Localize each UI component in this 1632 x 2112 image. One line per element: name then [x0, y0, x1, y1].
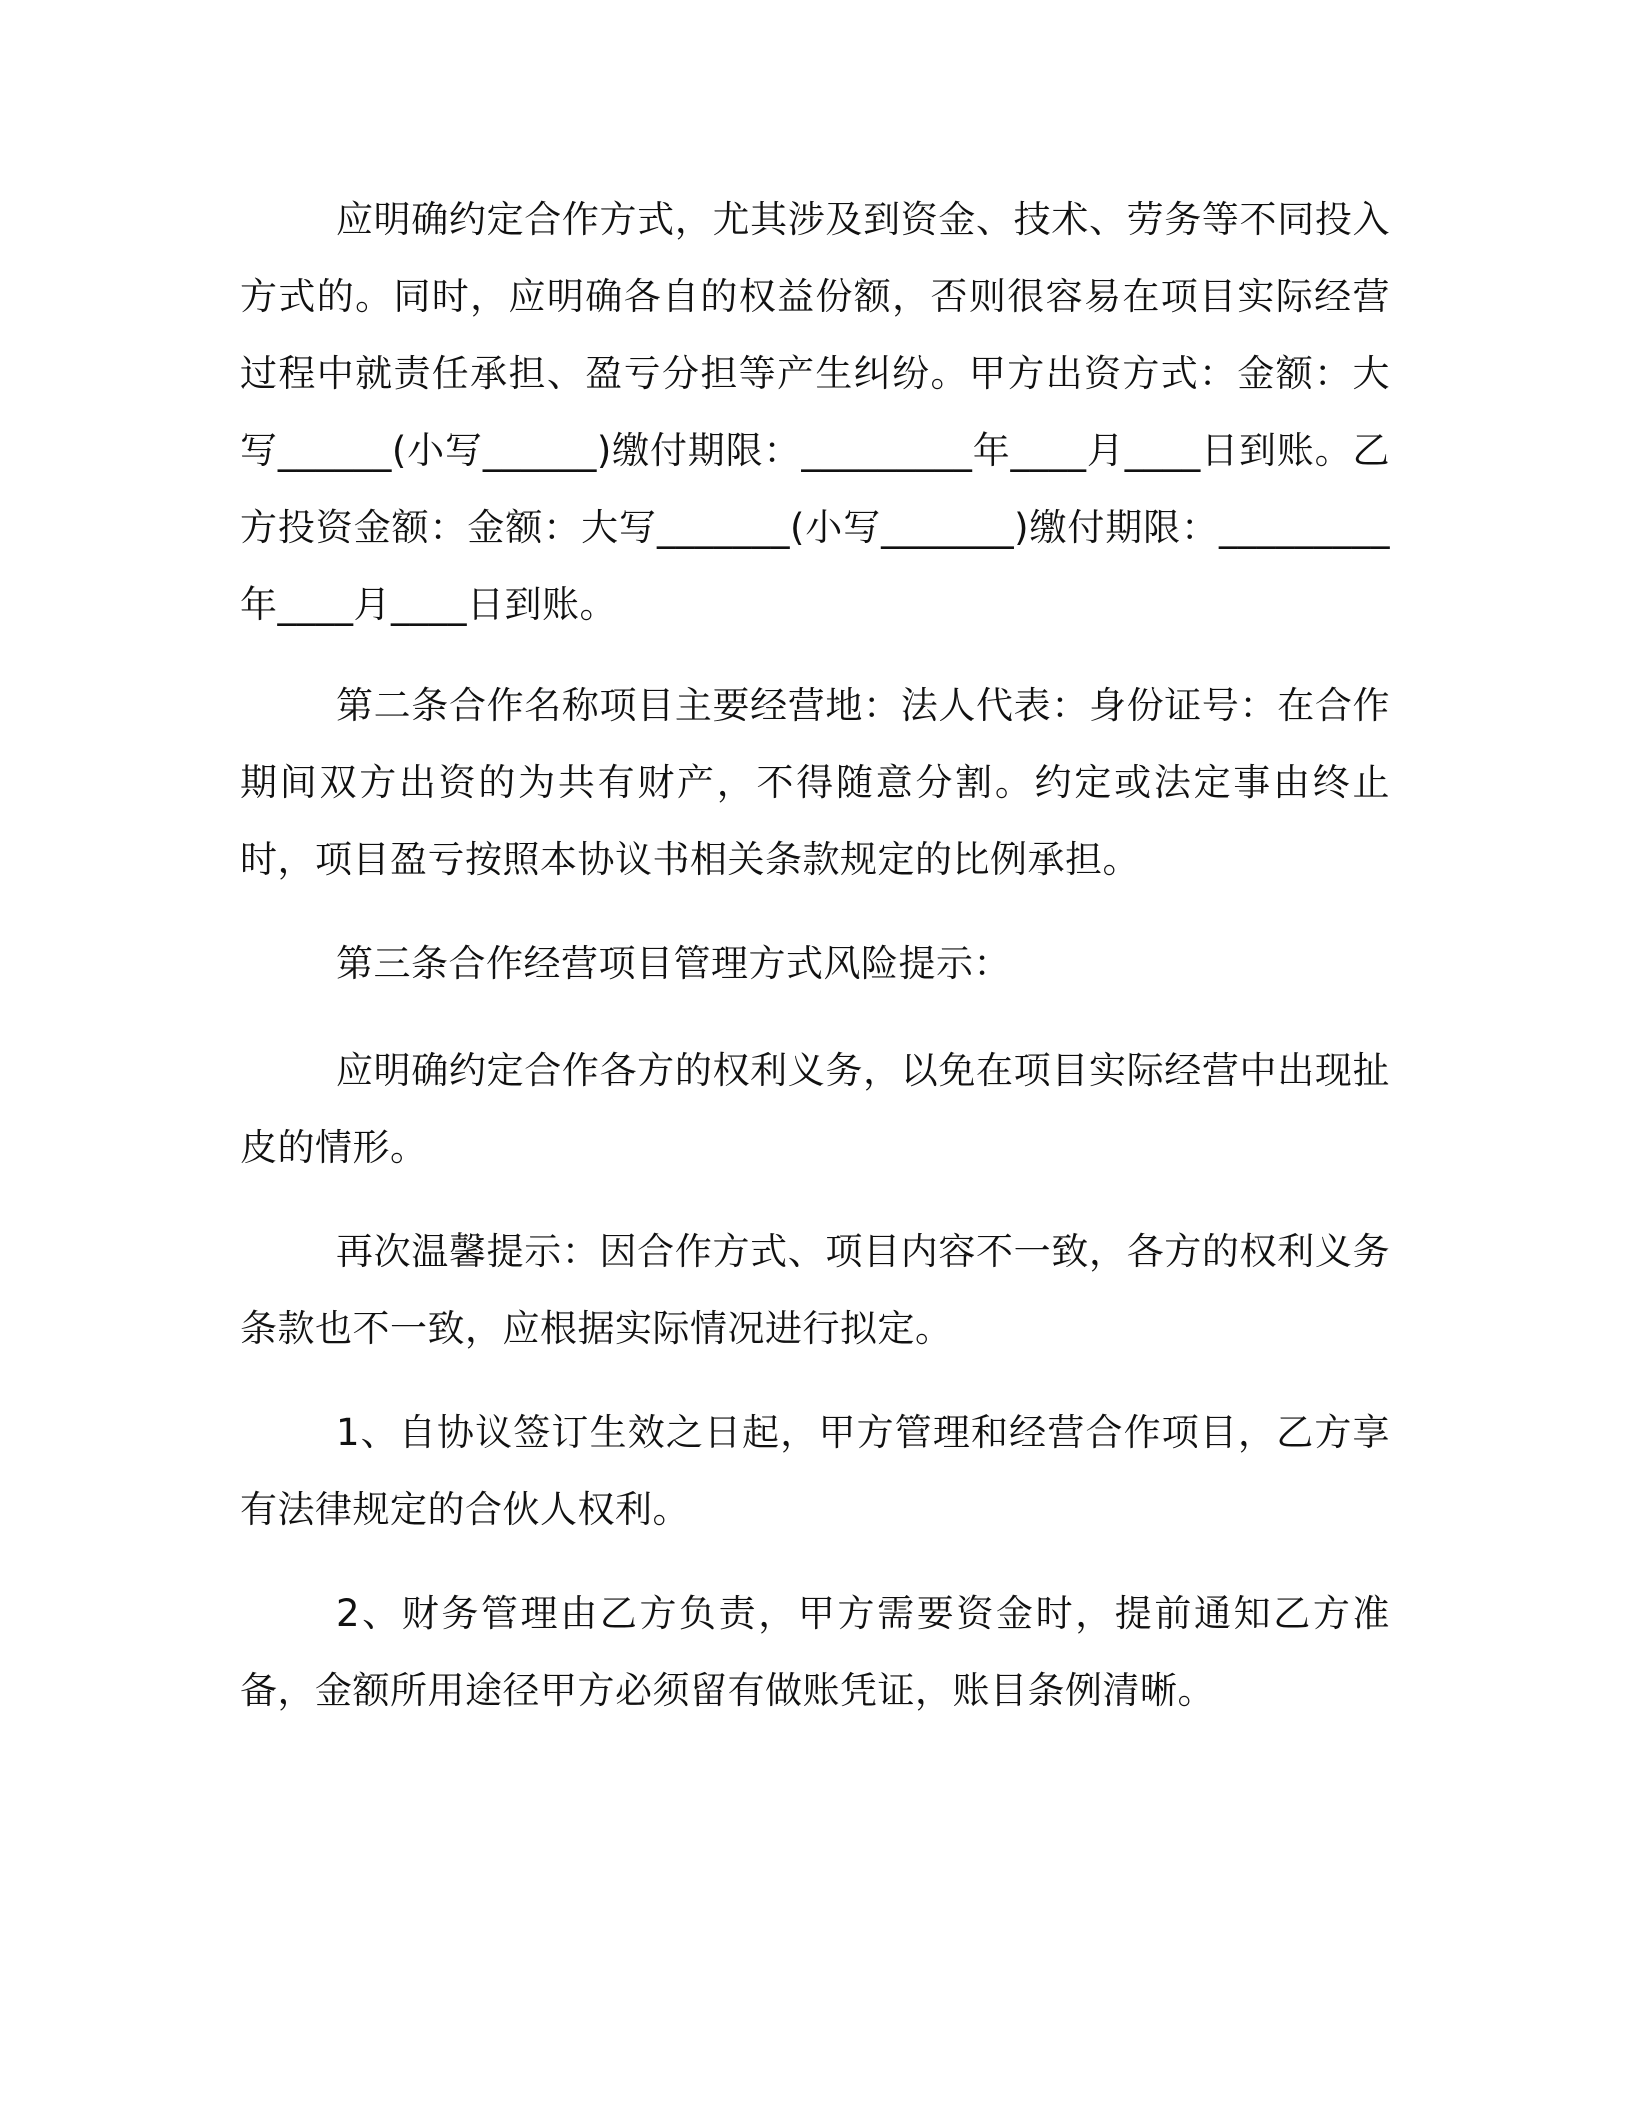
paragraph-clause-one: 1、自协议签订生效之日起，甲方管理和经营合作项目，乙方享有法律规定的合伙人权利。	[240, 1411, 1390, 1531]
paragraph-investment-terms: 应明确约定合作方式，尤其涉及到资金、技术、劳务等不同投入方式的。同时，应明确各自的权益份额，否则很容易在项目实际经营过程中就责任承担、盈亏分担等产生纠纷。甲方出资方式：金额：大写______(小写______)缴付期限：_________年____月____日到账。乙方投资金额：金额：大写_______(小写_______)缴付期限：_________年____月____日到账。	[240, 198, 1390, 626]
paragraph-article-three-heading: 第三条合作经营项目管理方式风险提示：	[336, 942, 1011, 985]
paragraph-article-two: 第二条合作名称项目主要经营地：法人代表：身份证号：在合作期间双方出资的为共有财产，不得随意分割。约定或法定事由终止时，项目盈亏按照本协议书相关条款规定的比例承担。	[240, 684, 1390, 881]
paragraph-clause-two: 2、财务管理由乙方负责，甲方需要资金时，提前通知乙方准备，金额所用途径甲方必须留有做账凭证，账目条例清晰。	[240, 1592, 1390, 1712]
paragraph-reminder: 再次温馨提示：因合作方式、项目内容不一致，各方的权利义务条款也不一致，应根据实际情况进行拟定。	[240, 1230, 1390, 1350]
paragraph-rights-obligations: 应明确约定合作各方的权利义务，以免在项目实际经营中出现扯皮的情形。	[240, 1049, 1390, 1169]
